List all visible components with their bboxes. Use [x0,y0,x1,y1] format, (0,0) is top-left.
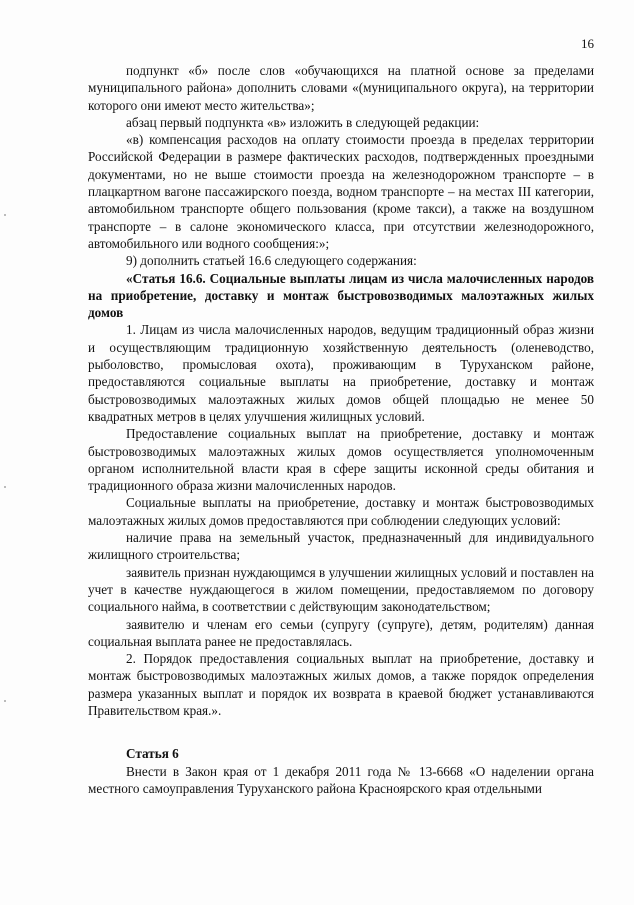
paragraph-16-6-part-2: 2. Порядок предоставления социальных выплат на приобретение, доставку и монтаж быстровозводимых малоэтажных жилых домов, а также порядок определения размера указанных выплат и порядок их возврата в краевой бюджет устанавливаются Правительством края.». [88,651,594,718]
paragraph-subitem-v-intro: абзац первый подпункта «в» изложить в следующей редакции: [126,114,480,130]
paragraph-condition-not-provided: заявителю и членам его семьи (супругу (супруге), детям, родителям) данная социальная выплата ранее не предоставлялась. [88,616,594,649]
paragraph-16-6-conditions-intro: Социальные выплаты на приобретение, доставку и монтаж быстровозводимых малоэтажных жилых домов предоставляются при соблюдении следующих условий: [88,495,594,528]
scan-mark [4,214,6,216]
paragraph-16-6-authority: Предоставление социальных выплат на приобретение, доставку и монтаж быстровозводимых малоэтажных жилых домов осуществляется уполномоченным органом исполнительной власти края в сфере защиты исконной среды обитания и традиционного образа жизни малочисленных народов. [88,426,594,494]
paragraph-subitem-b: подпункт «б» после слов «обучающихся на платной основе за пределами муниципального района» дополнить словами «(муниципального округа), на территории которого они имеют место жительства»; [88,63,594,113]
paragraph-subitem-v-text: «в) компенсация расходов на оплату стоимости проезда в пределах территории Российской Федерации в размере фактических расходов, подтвержденных проездными документами, но не выше стоимости проезда на железнодорожном транспорте – в плацкартном вагоне пассажирского поезда, водном транспорте – на местах III категории, автомобильном транспорте общего пользования (кроме такси), а также на воздушном транспорте – в салоне экономического класса, при отсутствии железнодорожного, автомобильного или водного сообщения:»; [88,132,594,251]
article-16-6-heading: «Статья 16.6. Социальные выплаты лицам из числа малочисленных народов на приобретение, доставку и монтаж быстровозводимых малоэтажных жилых домов [88,270,594,321]
paragraph-condition-land: наличие права на земельный участок, предназначенный для индивидуального жилищного строительства; [88,530,594,563]
article-6-heading: Статья 6 [126,746,179,762]
scan-mark [4,486,6,488]
scan-mark [4,700,6,702]
paragraph-condition-registered: заявитель признан нуждающимся в улучшении жилищных условий и поставлен на учет в качестве нуждающегося в жилом помещении, предоставляемом по договору социального найма, в соответствии с действующим законодательством; [88,564,594,615]
document-body [88,62,594,797]
paragraph-16-6-part-1: 1. Лицам из числа малочисленных народов, ведущим традиционный образ жизни и осуществляющим традиционную хозяйственную деятельность (оленеводство, рыболовство, промысловая охота), проживающим в Туруханском районе, предоставляются социальные выплаты на приобретение, доставку и монтаж быстровозводимых малоэтажных жилых домов общей площадью не менее 50 квадратных метров в целях улучшения жилищных условий. [88,322,594,424]
paragraph-item-9: 9) дополнить статьей 16.6 следующего содержания: [126,253,417,269]
paragraph-article-6-text: Внести в Закон края от 1 декабря 2011 года № 13-6668 «О наделении органа местного самоуправления Туруханского района Красноярского края отдельными [88,763,594,796]
page-number: 16 [581,36,594,51]
